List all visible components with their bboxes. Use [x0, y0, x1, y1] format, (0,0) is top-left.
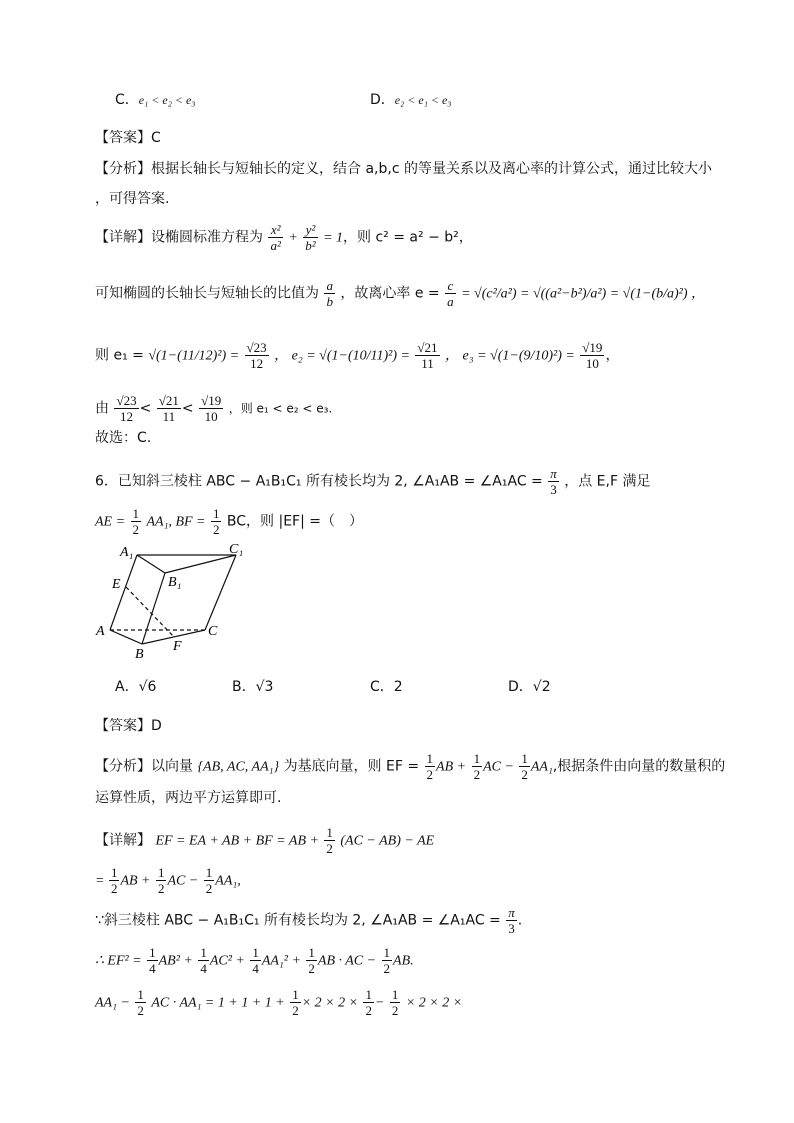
q6-option-a: A．√6: [115, 679, 157, 695]
q6-option-c: C．2: [370, 679, 403, 695]
q6-stem-line1: 6．已知斜三棱柱 ABC − A₁B₁C₁ 所有棱长均为 2, ∠A₁AB = ∠A₁AC = $\frac{\pi}{3}$ ，点 E,F 满足: [95, 466, 651, 497]
q6-detail-line2: = $\frac{1}{2}$ AB + $\frac{1}{2}$ AC − $\frac{1}{2}$ AA₁,: [95, 865, 241, 896]
option-d-prev: D．e₂ < e₁ < e₃: [370, 92, 452, 108]
q6-detail-line3: ∵斜三棱柱 ABC − A₁B₁C₁ 所有棱长均为 2, ∠A₁AB = ∠A₁AC = $\frac{\pi}{3}$ .: [95, 905, 523, 936]
label-f: F: [173, 639, 182, 654]
q6-option-b: B．√3: [232, 679, 274, 695]
label-e: E: [112, 577, 121, 592]
q6-analysis-line2: 运算性质，两边平方运算即可.: [95, 790, 282, 806]
label-b: B: [135, 647, 144, 662]
label-b1: B₁: [168, 575, 182, 590]
label-c: C: [208, 624, 218, 639]
prev-analysis-line2: ，可得答案.: [95, 191, 170, 207]
label-c1: C₁: [229, 542, 244, 557]
prev-answer: 【答案】C: [95, 130, 161, 146]
prev-analysis-line1: 【分析】根据长轴长与短轴长的定义，结合 a,b,c 的等量关系以及离心率的计算公式，通过比较大小: [95, 161, 712, 177]
q6-detail-line1: 【详解】 EF = EA + AB + BF = AB + $\frac{1}{2}$ (AC − AB) − AE: [95, 825, 435, 856]
q6-detail-line5: AA₁ − $\frac{1}{2}$ AC · AA₁ = 1 + 1 + 1 + $\frac{1}{2}$ × 2 × 2 × $\frac{1}{2}$ − $\frac{1}{2}$ × 2 × 2 ×: [95, 987, 463, 1018]
prev-detail-line3: 则 e₁ = √(1−(11/12)²) = $\frac{√23}{12}$ ， e₂ = √(1−(10/11)²) = $\frac{√21}{11}$ ， e₃ = √(1−(9/10)²) = $\frac{√19}{10}$ ，: [95, 340, 620, 371]
q6-stem-line2: AE = $\frac{1}{2}$ AA₁, BF = $\frac{1}{2}$ BC，则 |EF| =（ ）: [95, 506, 364, 537]
option-c-prev: C．e₁ < e₂ < e₃: [115, 92, 196, 108]
q6-answer: 【答案】D: [95, 718, 162, 734]
q6-option-d: D．√2: [508, 679, 551, 695]
prev-detail-line1: 【详解】设椭圆标准方程为 $\frac{\text{x²}}{\text{a²}}$ + $\frac{\text{y²}}{\text{b²}}$ = 1，则 c² = a² − b²，: [95, 222, 473, 253]
y2-over-b2: $\frac{\text{y²}}{\text{b²}}$: [305, 222, 316, 253]
prev-detail-line4: 由 $\frac{√23}{12}$ < $\frac{√21}{11}$ < $\frac{√19}{10}$ ，则 e₁ < e₂ < e₃.: [95, 393, 333, 424]
prism-figure: [90, 538, 260, 663]
q6-analysis-line1: 【分析】以向量 {AB, AC, AA₁} 为基底向量，则 EF = $\frac{1}{2}$ AB + $\frac{1}{2}$ AC − $\frac{1}{2}$ AA₁,根据条件由向量的数量积的: [95, 751, 726, 782]
label-a1: A₁: [120, 545, 134, 560]
x2-over-a2: $\frac{\text{x²}}{\text{a²}}$: [270, 222, 281, 253]
prev-conclusion: 故选：C.: [95, 430, 152, 446]
q6-detail-line4: ∴ EF² = $\frac{1}{4}$ AB² + $\frac{1}{4}$ AC² + $\frac{1}{4}$ AA₁² + $\frac{1}{2}$ AB · AC − $\frac{1}{2}$ AB.: [95, 945, 414, 976]
label-a: A: [96, 624, 105, 639]
prev-detail-line2: 可知椭圆的长轴长与短轴长的比值为 $\frac{a}{b}$ ，故离心率 e = $\frac{c}{a}$ = √(c²/a²) = √((a²−b²)/a²) = √(1−(b/a)²) ，: [95, 278, 706, 309]
